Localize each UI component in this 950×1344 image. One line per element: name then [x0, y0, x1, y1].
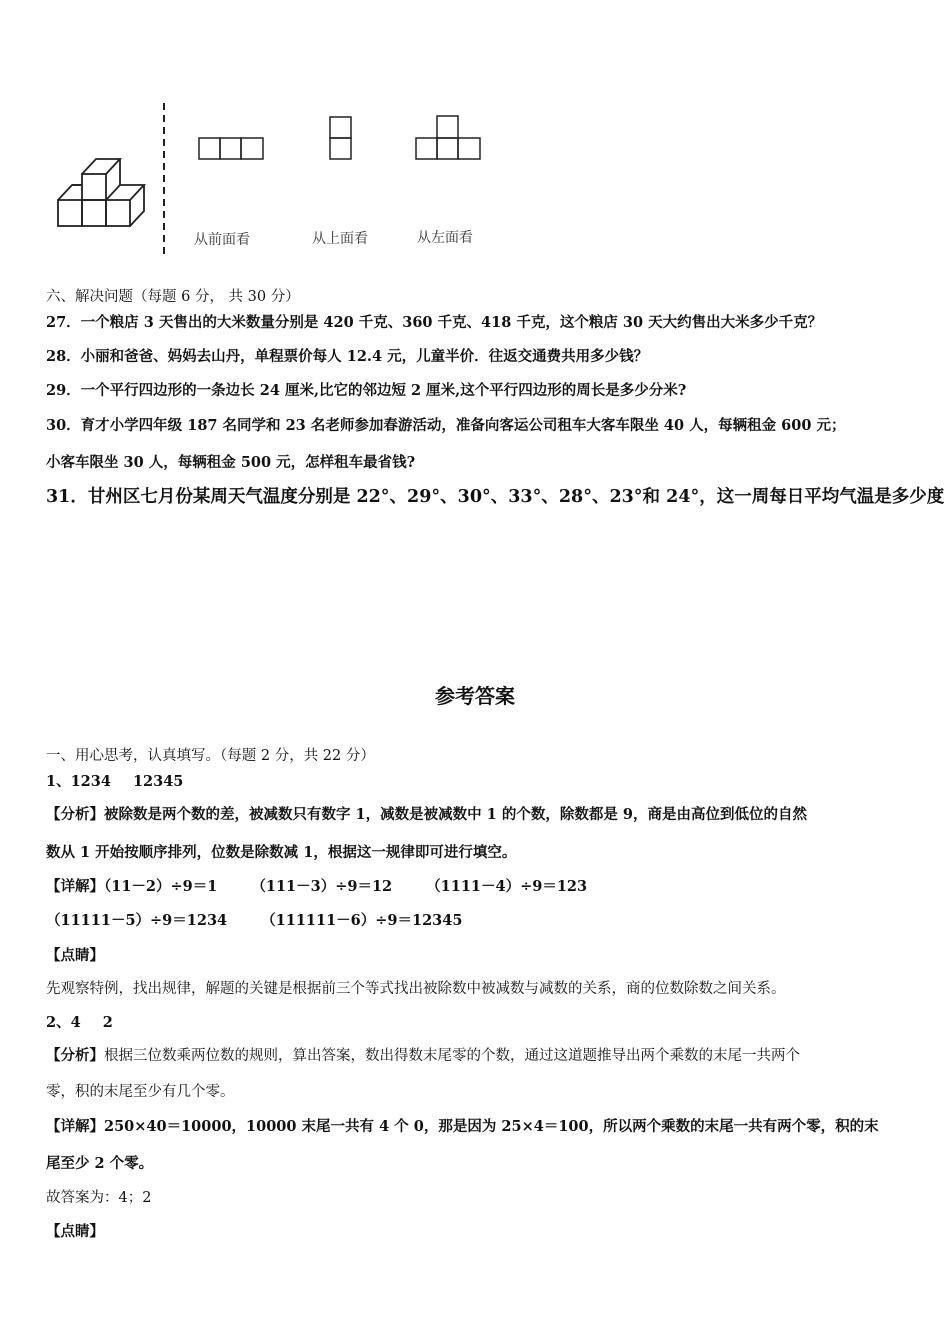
answer-1-value-b: 12345	[132, 773, 184, 790]
answer-2-analysis-line1	[46, 1044, 800, 1065]
question-29: 29．一个平行四边形的一条边长 24 厘米,比它的邻边短 2 厘米,这个平行四边形的周长是多少分米?	[46, 382, 687, 399]
three-view-figure	[40, 95, 510, 260]
answer-2-value-b: 2	[102, 1014, 113, 1031]
answer-2-detail-text1: 250×40＝10000，10000 末尾一共有 4 个 0，那是因为 25×4＝100，所以两个乘数的末尾一共有两个零，积的末	[104, 1118, 879, 1135]
question-28: 28．小丽和爸爸、妈妈去山丹，单程票价每人 12.4 元，儿童半价．往返交通费共用多少钱？	[46, 348, 649, 365]
analysis-tag: 【分析】	[46, 806, 104, 823]
detail-tag: 【详解】	[46, 1118, 104, 1135]
answer-2-final: 故答案为：4；2	[46, 1190, 152, 1206]
question-30-line1: 30．育才小学四年级 187 名同学和 23 名老师参加春游活动，准备向客运公司租车大客车限坐 40 人，每辆租金 600 元；	[46, 417, 846, 434]
question-27: 27．一个粮店 3 天售出的大米数量分别是 420 千克、360 千克、418 千克，这个粮店 30 天大约售出大米多少千克？	[46, 314, 823, 331]
question-30-line2: 小客车限坐 30 人，每辆租金 500 元，怎样租车最省钱?	[46, 454, 416, 471]
top-view-label: 从上面看	[312, 231, 368, 247]
section6-heading: 六、解决问题（每题 6 分， 共 30 分）	[46, 289, 300, 305]
answer-2-comment-tag: 【点睛】	[46, 1223, 104, 1240]
answers-section1-heading: 一、用心思考，认真填写。（每题 2 分，共 22 分）	[46, 748, 375, 764]
answer-1-detail-line1	[46, 875, 587, 896]
answer-2-value	[46, 1011, 113, 1032]
answer-1-detail-line2	[46, 909, 462, 930]
left-view-label: 从左面看	[417, 230, 473, 246]
answer-1-analysis-line2: 数从 1 开始按顺序排列，位数是除数减 1，根据这一规律即可进行填空。	[46, 844, 517, 861]
answer-1-value	[46, 770, 183, 791]
detail-eq4: （11111－5）÷9＝1234	[46, 912, 228, 929]
front-view-label: 从前面看	[194, 232, 250, 248]
detail-eq3: （1111－4）÷9＝123	[426, 878, 588, 895]
detail-eq1: （11－2）÷9＝1	[104, 878, 218, 895]
answer-1-analysis-line1	[46, 803, 807, 824]
answer-2-detail-line2: 尾至少 2 个零。	[46, 1155, 154, 1172]
analysis-tag: 【分析】	[46, 1047, 104, 1064]
answers-title: 参考答案	[435, 684, 515, 708]
answer-2-detail-line1	[46, 1115, 879, 1136]
answer-2-value-a: 2、4	[46, 1014, 81, 1031]
answer-2-analysis-line2: 零，积的末尾至少有几个零。	[46, 1084, 235, 1100]
answer-1-analysis-text1: 被除数是两个数的差，被减数只有数字 1，减数是被减数中 1 的个数，除数都是 9，商是由高位到低位的自然	[104, 806, 807, 823]
detail-eq5: （111111－6）÷9＝12345	[261, 912, 463, 929]
detail-tag: 【详解】	[46, 878, 104, 895]
answer-1-comment-text: 先观察特例，找出规律，解题的关键是根据前三个等式找出被除数中被减数与减数的关系，商的位数除数之间关系。	[46, 981, 786, 997]
question-31: 31．甘州区七月份某周天气温度分别是 22°、29°、30°、33°、28°、23°和 24°，这一周每日平均气温是多少度	[46, 487, 945, 507]
detail-eq2: （111－3）÷9＝12	[251, 878, 393, 895]
answer-2-analysis-text1: 根据三位数乘两位数的规则，算出答案，数出得数末尾零的个数，通过这道题推导出两个乘数的末尾一共两个	[104, 1048, 800, 1064]
answer-1-value-a: 1、1234	[46, 773, 111, 790]
answer-1-comment-tag: 【点睛】	[46, 947, 104, 964]
